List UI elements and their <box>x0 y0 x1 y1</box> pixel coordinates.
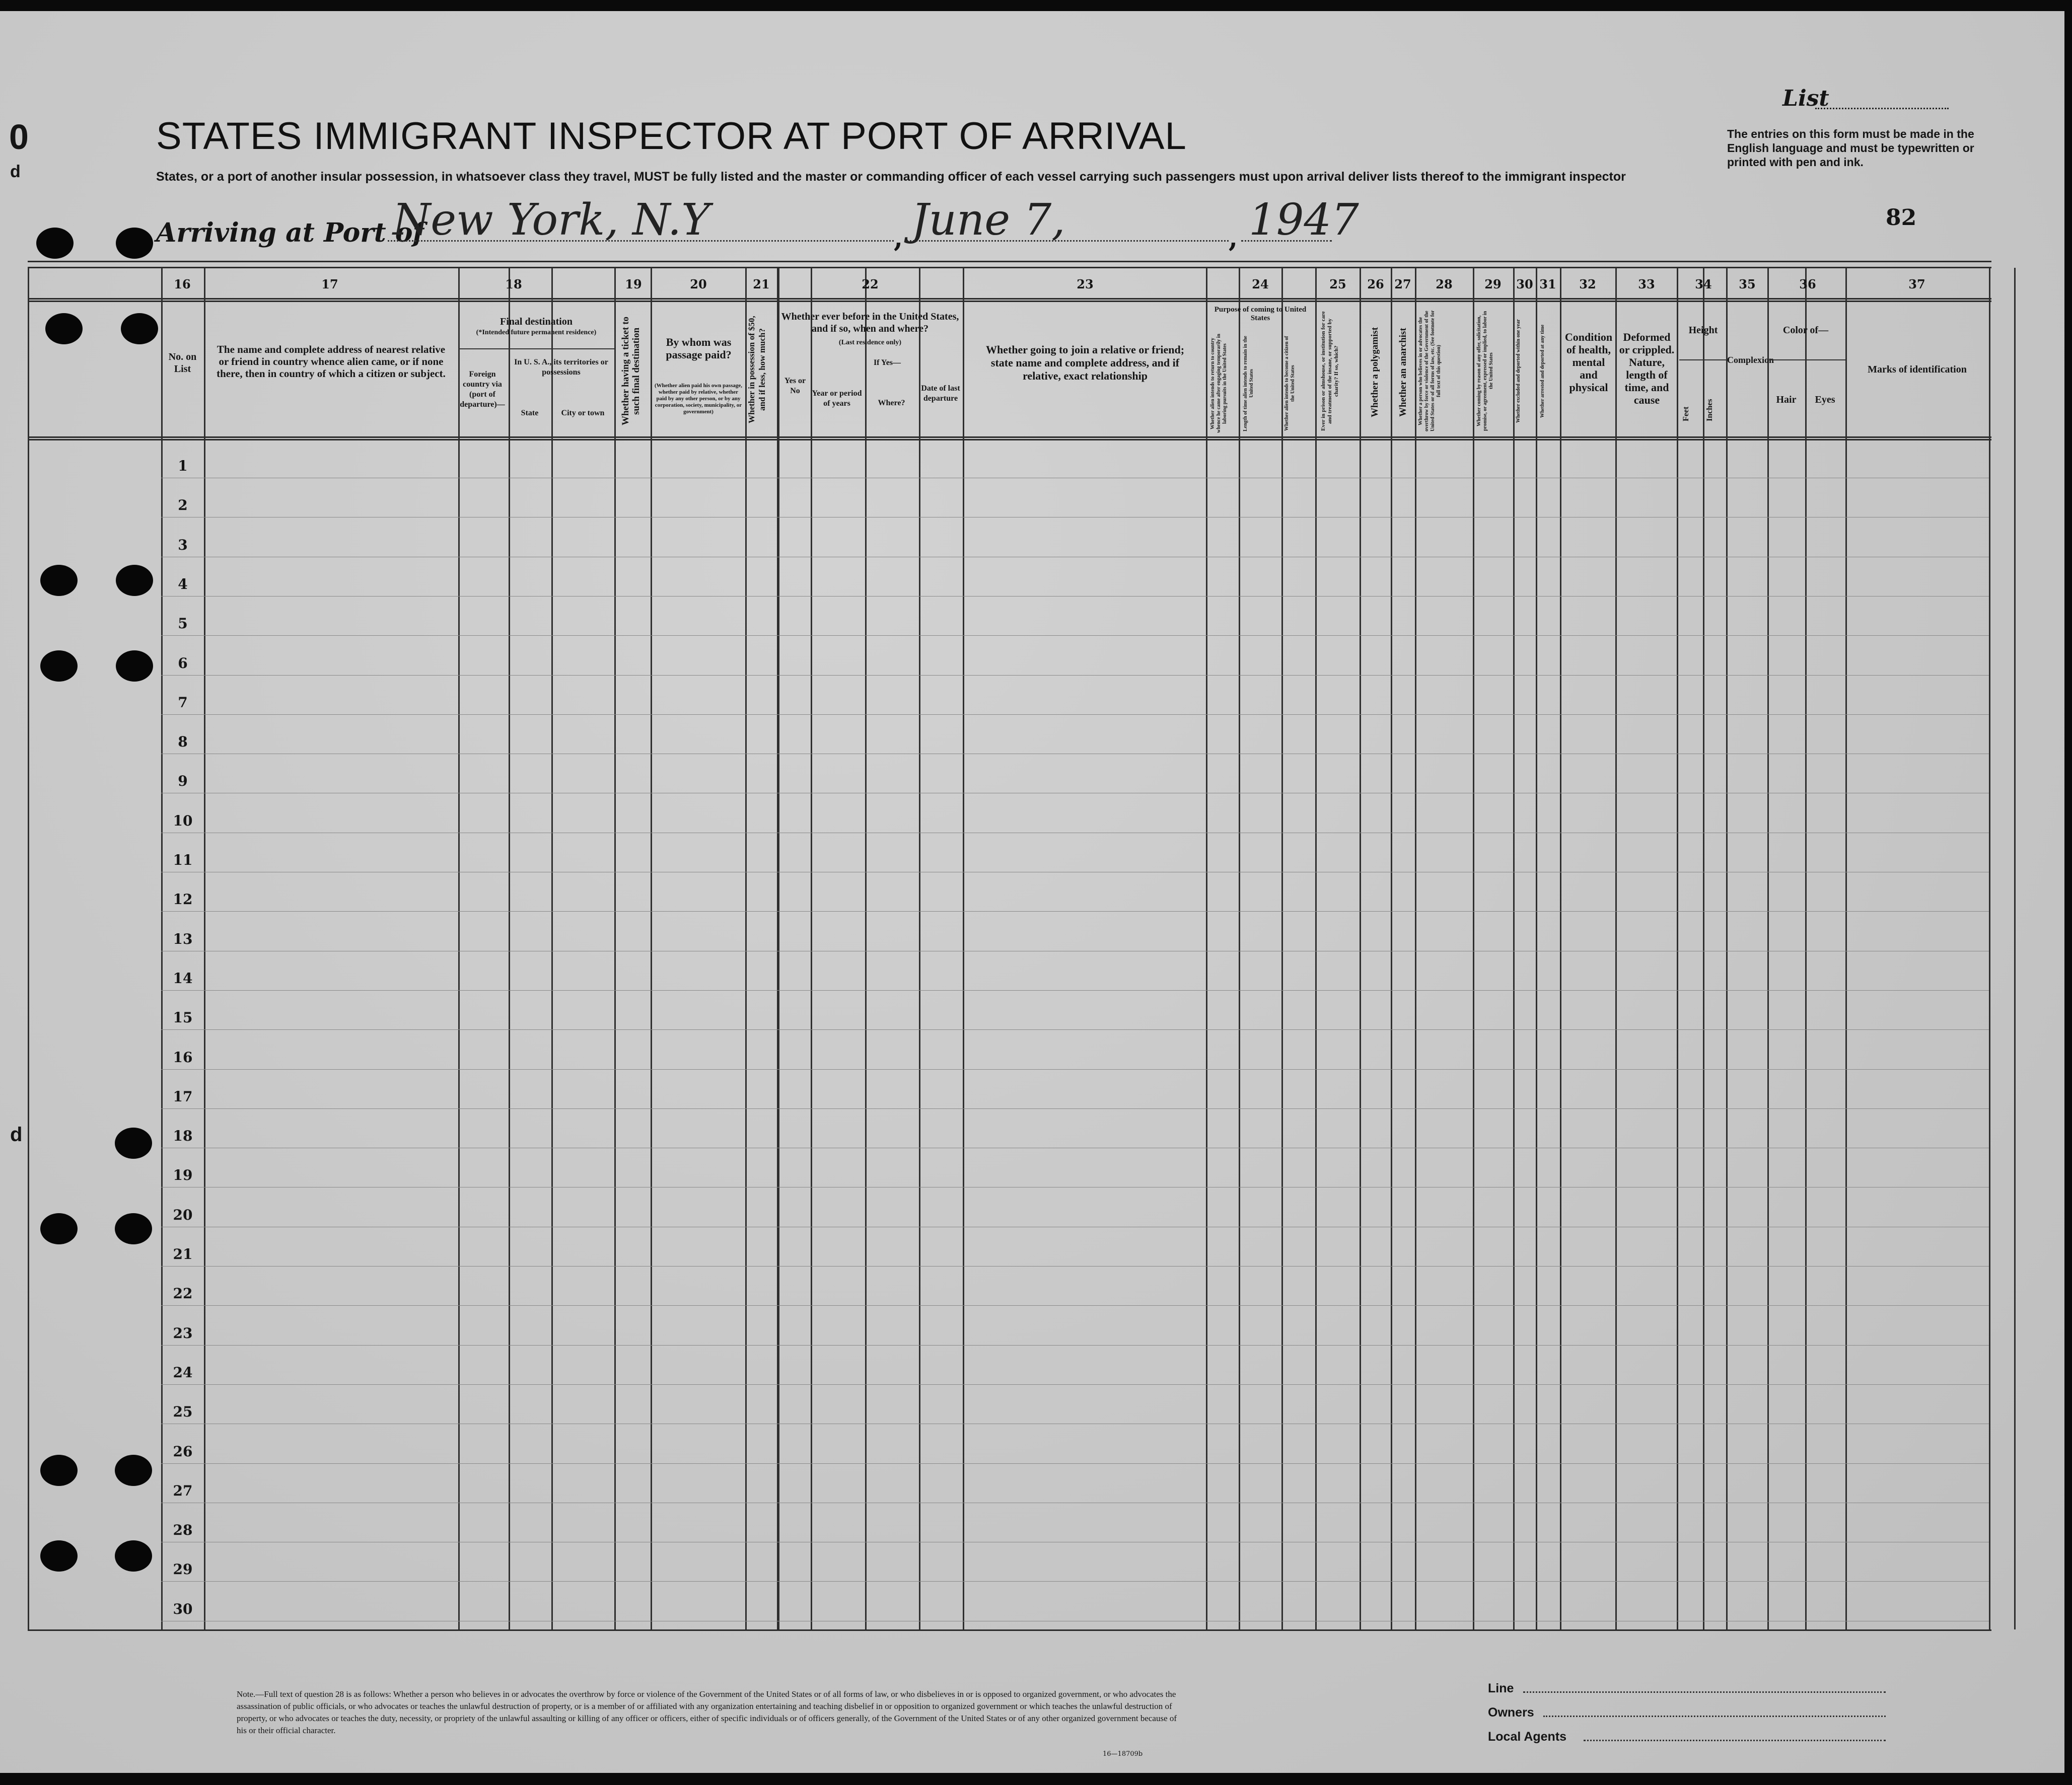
row-number: 2 <box>178 497 188 514</box>
row-number: 6 <box>178 654 188 672</box>
column-number: 24 <box>1252 277 1269 291</box>
col22-subtitle: (Last residence only) <box>838 339 902 346</box>
margin-mark: d <box>10 162 21 181</box>
row-number: 25 <box>173 1403 193 1421</box>
punch-hole <box>40 1455 78 1486</box>
col32-header: Condition of health, mental and physical <box>1564 331 1613 394</box>
punch-hole <box>115 1213 152 1244</box>
row-number: 9 <box>178 773 188 790</box>
footnote-q28: Note.—Full text of question 28 is as follows: Whether a person who believes in or advocates the overthrow by force or violence of the Government of the United States or of all forms of law, or who disbelieves in or is opposed to organized government, or who advocates the assassination of public officials, or who advocates or teaches the unlawful destruction of property, or is a member of or affiliated with any organization entertaining and teaching disbelief in or opposition to organized government or which teaches the unlawful destruction of property, or who advocates or teaches the duty, necessity, or propriety of the unlawful assaulting or killing of any officer or officers, either of specific individuals or of officers generally, of the Government of the United States or of any other organized government because of his or their official character. <box>237 1689 1177 1735</box>
col18-subtitle: (*Intended future permanent residence) <box>476 329 597 336</box>
col22-year: Year or period of years <box>812 389 862 408</box>
row-number: 17 <box>173 1088 193 1105</box>
rule-colnums-2 <box>28 301 1991 302</box>
row-rule <box>161 1463 1989 1464</box>
row-number: 8 <box>178 733 188 751</box>
col18-foreign: Foreign country via (port of departure)— <box>460 370 505 409</box>
row-rule <box>161 1305 1989 1306</box>
row-rule <box>161 1108 1989 1109</box>
row-number: 3 <box>178 536 188 553</box>
row-number: 28 <box>173 1522 193 1539</box>
owners-label: Owners <box>1488 1705 1534 1720</box>
col34-title: Height <box>1688 325 1718 336</box>
column-rule <box>1281 268 1283 1629</box>
row-number: 12 <box>173 891 193 908</box>
punch-hole <box>121 313 158 344</box>
list-number-line <box>1815 108 1949 109</box>
col18-usa: In U. S. A., its territories or possessions <box>514 358 608 377</box>
page-number: 82 <box>1886 205 1917 231</box>
col19-header: Whether having a ticket to such final destination <box>620 316 641 426</box>
row-number: 4 <box>178 575 188 592</box>
punch-hole <box>40 1213 78 1244</box>
column-number: 33 <box>1638 277 1655 291</box>
col20-header: By whom was passage paid? <box>666 336 732 361</box>
row-number: 21 <box>173 1246 193 1262</box>
col20-subheader: (Whether alien paid his own passage, whether paid by relative, whether paid by any other person, or by any corporation, society, municipality, or government) <box>655 383 742 415</box>
row-number: 13 <box>173 930 193 947</box>
column-rule <box>919 268 920 1629</box>
row-rule <box>161 714 1989 715</box>
row-number: 15 <box>173 1009 193 1026</box>
col34-inches: Inches <box>1705 399 1714 421</box>
punch-hole <box>115 1128 152 1159</box>
page-subtitle: States, or a port of another insular possession, in whatsoever class they travel, MUST be fully listed and the master or commanding officer of each vessel carrying such passengers must upon arrival deliver lists thereof to the immigrant inspector <box>156 170 1626 184</box>
rule-table-bottom <box>28 1629 1991 1631</box>
column-rule <box>1726 268 1728 1629</box>
row-number: 1 <box>178 458 188 474</box>
row-number: 26 <box>173 1443 193 1460</box>
column-rule <box>1513 268 1515 1629</box>
row-number: 29 <box>173 1561 193 1578</box>
punch-hole <box>40 1540 78 1572</box>
row-rule <box>161 911 1989 912</box>
column-number: 34 <box>1695 277 1712 291</box>
col22-where: Where? <box>878 399 905 407</box>
owners-field <box>1543 1716 1886 1717</box>
line-label: Line <box>1488 1681 1514 1695</box>
col31-header: Whether arrested and deported at any time <box>1540 324 1545 418</box>
column-rule <box>1615 268 1617 1629</box>
column-number: 22 <box>862 277 879 291</box>
column-rule <box>1536 268 1537 1629</box>
col22-title: Whether ever before in the United States, and if so, when and where? <box>781 311 959 334</box>
column-rule <box>1473 268 1474 1629</box>
punch-hole <box>36 228 74 259</box>
punch-hole <box>116 228 153 259</box>
col21-header: Whether in possession of $50, and if less, how much? <box>747 316 767 424</box>
col34-feet: Feet <box>1682 406 1690 421</box>
local-agents-label: Local Agents <box>1488 1730 1567 1744</box>
row-number: 5 <box>178 615 188 632</box>
row-number: 16 <box>173 1049 193 1066</box>
column-number: 35 <box>1739 277 1756 291</box>
row-rule <box>161 596 1989 597</box>
row-number: 27 <box>173 1482 193 1499</box>
column-rule <box>778 268 779 1629</box>
year-handwritten: 1947 <box>1249 195 1359 245</box>
row-rule <box>161 1069 1989 1070</box>
col27-header: Whether an anarchist <box>1398 328 1408 417</box>
column-number: 21 <box>753 277 770 291</box>
col35-header: Complexion <box>1727 355 1774 365</box>
row-rule <box>161 1029 1989 1030</box>
column-number: 36 <box>1799 277 1816 291</box>
col24-title: Purpose of coming to United States <box>1214 306 1307 322</box>
column-rule <box>614 268 616 1629</box>
column-rule <box>745 268 747 1629</box>
col37-header: Marks of identification <box>1868 364 1967 375</box>
col28-header: Whether a person who believes in or advocates the overthrow by force or violence of the Government of the United States or of all forms of law, etc. (See footnote for full text of this question) <box>1418 310 1442 432</box>
column-rule <box>509 268 510 1629</box>
col33-header: Deformed or crippled. Nature, length of time, and cause <box>1619 331 1675 406</box>
col23-header: Whether going to join a relative or friend; state name and complete address, and if relative, exact relationship <box>985 343 1185 382</box>
rule-header-bottom <box>28 436 1991 438</box>
column-number: 31 <box>1539 277 1556 291</box>
punch-hole <box>115 1455 152 1486</box>
column-number: 26 <box>1367 277 1384 291</box>
row-number: 14 <box>173 970 193 987</box>
column-number: 19 <box>625 277 642 291</box>
margin-mark: d <box>10 1124 23 1146</box>
list-label: List <box>1782 86 1829 111</box>
col26-header: Whether a polygamist <box>1370 327 1380 418</box>
col22-yesno: Yes or No <box>784 377 806 395</box>
row-number: 18 <box>173 1128 193 1145</box>
row-number: 23 <box>173 1324 193 1342</box>
column-rule <box>2014 268 2016 1629</box>
column-rule <box>1677 268 1678 1629</box>
punch-hole <box>40 650 78 682</box>
col22-date: Date of last departure <box>921 384 960 403</box>
row-number: 7 <box>178 694 188 711</box>
column-rule <box>963 268 964 1629</box>
column-rule <box>1360 268 1361 1629</box>
column-rule <box>811 268 812 1629</box>
row-number: 20 <box>173 1206 193 1223</box>
col36-eyes: Eyes <box>1815 394 1835 405</box>
column-rule <box>1805 268 1807 1629</box>
col36-title: Color of— <box>1782 325 1829 336</box>
col29-header: Whether coming by reason of any offer, solicitation, promise, or agreement, expressed or implied, to labor in the United States <box>1476 311 1494 431</box>
row-rule <box>161 1581 1989 1582</box>
column-number: 17 <box>321 277 338 291</box>
col18-title: Final destination <box>500 316 573 327</box>
column-number: 16 <box>174 277 191 291</box>
row-rule <box>161 990 1989 991</box>
punch-hole <box>40 565 78 596</box>
row-number: 10 <box>173 812 193 829</box>
margin-mark: 0 <box>9 117 29 157</box>
punch-hole <box>45 313 83 344</box>
column-rule <box>1989 268 1990 1629</box>
col24-length: Length of time alien intends to remain in the United States <box>1243 336 1254 431</box>
form-instructions: The entries on this form must be made in the English language and must be typewritten or printed with pen and ink. <box>1727 127 1974 169</box>
row-number: 19 <box>173 1167 193 1184</box>
line-field <box>1523 1691 1886 1693</box>
col25-header: Ever in prison or almshouse, or institution for care and treatment of the insane, or supported by charity? If so, which? <box>1320 311 1339 431</box>
row-number: 11 <box>173 852 193 868</box>
col24-citizen: Whether alien intends to become a citizen of the United States <box>1284 336 1296 431</box>
column-rule <box>651 268 652 1629</box>
page-title: STATES IMMIGRANT INSPECTOR AT PORT OF ARRIVAL <box>156 115 1187 158</box>
rule-top <box>28 261 1991 262</box>
column-number: 29 <box>1484 277 1502 291</box>
column-rule <box>1415 268 1416 1629</box>
column-number: 37 <box>1908 277 1925 291</box>
rule-colnums <box>28 298 1991 300</box>
col24-return: Whether alien intends to return to country whence he came after engaging temporarily in laboring pursuits in the United States <box>1210 334 1228 433</box>
column-number: 25 <box>1329 277 1346 291</box>
column-rule <box>1767 268 1769 1629</box>
row-rule <box>161 675 1989 676</box>
row-number: 24 <box>173 1364 193 1381</box>
row-rule <box>161 1384 1989 1385</box>
manifest-sheet <box>0 11 2064 1773</box>
col36-hair: Hair <box>1776 394 1797 405</box>
column-rule <box>1560 268 1561 1629</box>
punch-hole <box>116 650 153 682</box>
column-rule <box>1315 268 1317 1629</box>
date-handwritten: June 7, <box>911 195 1065 245</box>
col18-state: State <box>521 409 539 417</box>
rule-top-2 <box>28 267 1991 268</box>
column-number: 18 <box>505 277 522 291</box>
local-agents-field <box>1584 1740 1886 1741</box>
column-rule <box>1845 268 1847 1629</box>
col18-city: City or town <box>561 409 605 417</box>
column-number: 28 <box>1436 277 1453 291</box>
row-rule <box>161 1345 1989 1346</box>
col22-ifyes: If Yes— <box>873 358 901 367</box>
column-number: 32 <box>1579 277 1596 291</box>
col17-header: The name and complete address of nearest relative or friend in country whence alien came, or if none there, then in country of which a citizen or subject. <box>217 343 446 380</box>
row-number: 22 <box>173 1285 193 1302</box>
form-number: 16—18709b <box>1103 1750 1143 1758</box>
column-number: 27 <box>1394 277 1411 291</box>
port-comma: , <box>894 222 903 253</box>
col30-header: Whether excluded and deported within one year <box>1516 319 1521 423</box>
date-comma: , <box>1229 222 1238 253</box>
arriving-at-port-label: Arriving at Port of <box>156 217 424 248</box>
row-rule <box>161 1266 1989 1267</box>
column-rule <box>1391 268 1392 1629</box>
column-number: 20 <box>690 277 707 291</box>
column-rule <box>1703 268 1704 1629</box>
row-rule <box>161 635 1989 636</box>
column-number: 30 <box>1516 277 1533 291</box>
column-rule <box>1206 268 1207 1629</box>
column-rule <box>28 268 29 1629</box>
column-number: 23 <box>1077 277 1094 291</box>
row-number: 30 <box>173 1600 193 1617</box>
rule-header-bottom-2 <box>28 439 1991 440</box>
column-rule <box>1239 268 1240 1629</box>
col16-header: No. on List <box>168 351 197 375</box>
column-rule <box>865 268 867 1629</box>
column-rule <box>458 268 460 1629</box>
punch-hole <box>116 565 153 596</box>
port-handwritten: New York, N.Y <box>393 195 710 245</box>
punch-hole <box>115 1540 152 1572</box>
column-rule <box>551 268 553 1629</box>
column-rule <box>204 268 205 1629</box>
